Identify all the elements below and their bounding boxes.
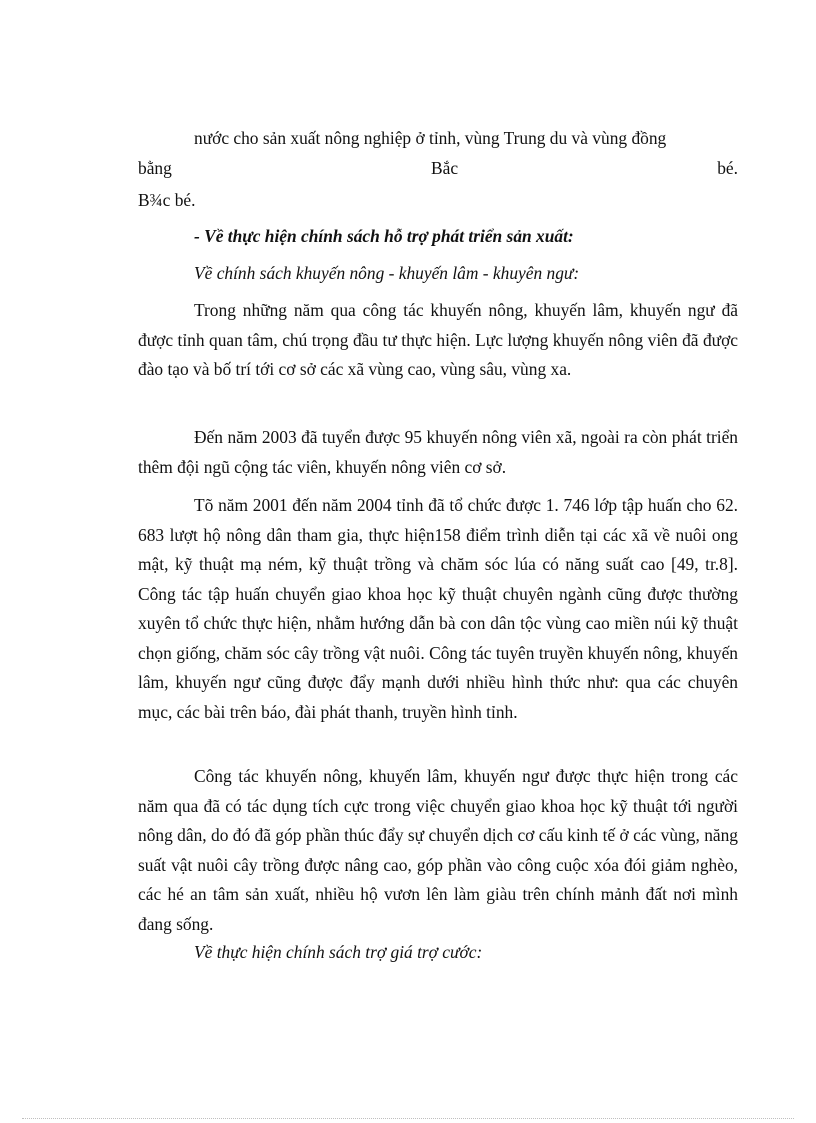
section-heading-support: - Về thực hiện chính sách hỗ trợ phát triển sản xuất: — [194, 226, 574, 246]
continuation-line-2 — [138, 154, 738, 184]
paragraph-3: Tõ năm 2001 đến năm 2004 tỉnh đã tổ chức được 1. 746 lớp tập huấn cho 62. 683 lượt hộ nông dân tham gia, thực hiện158 điểm trình diễn tại các xã về nuôi ong mật, kỹ thuật mạ ném, kỹ thuật trồng và chăm sóc lúa có năng suất cao [49, tr.8]. Công tác tập huấn chuyển giao khoa học kỹ thuật chuyên ngành cũng được thường xuyên tổ chức thực hiện, nhằm hướng dẫn bà con dân tộc vùng cao miền núi kỹ thuật chọn giống, chăm sóc cây trồng vật nuôi. Công tác tuyên truyền khuyến nông, khuyến lâm, khuyến ngư cũng được đẩy mạnh dưới nhiều hình thức như: qua các chuyên mục, các bài trên báo, đài phát thanh, truyền hình tỉnh. — [138, 495, 738, 722]
paragraph-2: Đến năm 2003 đã tuyển được 95 khuyến nông viên xã, ngoài ra còn phát triển thêm đội ngũ cộng tác viên, khuyến nông viên cơ sở. — [138, 427, 738, 477]
word-be: bé. — [717, 158, 738, 178]
subheading-extension: Về chính sách khuyến nông - khuyến lâm - khuyên ngư: — [194, 263, 580, 283]
continuation-line-1: nước cho sản xuất nông nghiệp ở tỉnh, vùng Trung du và vùng đồng — [194, 128, 667, 148]
word-bang: bằng — [138, 158, 172, 178]
word-bac: Bắc — [431, 158, 459, 178]
continuation-line-3: B¾c bé. — [138, 190, 196, 210]
subheading-price-support: Về thực hiện chính sách trợ giá trợ cước: — [194, 942, 483, 962]
paragraph-1: Trong những năm qua công tác khuyến nông, khuyến lâm, khuyến ngư đã được tỉnh quan tâm, chú trọng đầu tư thực hiện. Lực lượng khuyến nông viên đã được đào tạo và bố trí tới cơ sở các xã vùng cao, vùng sâu, vùng xa. — [138, 300, 738, 379]
paragraph-4: Công tác khuyến nông, khuyến lâm, khuyến ngư được thực hiện trong các năm qua đã có tác dụng tích cực trong việc chuyển giao khoa học kỹ thuật tới người nông dân, do đó đã góp phần thúc đẩy sự chuyển dịch cơ cấu kinh tế ở các vùng, năng suất vật nuôi cây trồng được nâng cao, góp phần vào công cuộc xóa đói giảm nghèo, các hé an tâm sản xuất, nhiều hộ vươn lên làm giàu trên chính mảnh đất nơi mình đang sống. — [138, 766, 738, 934]
footer-dotted-rule — [22, 1118, 794, 1119]
